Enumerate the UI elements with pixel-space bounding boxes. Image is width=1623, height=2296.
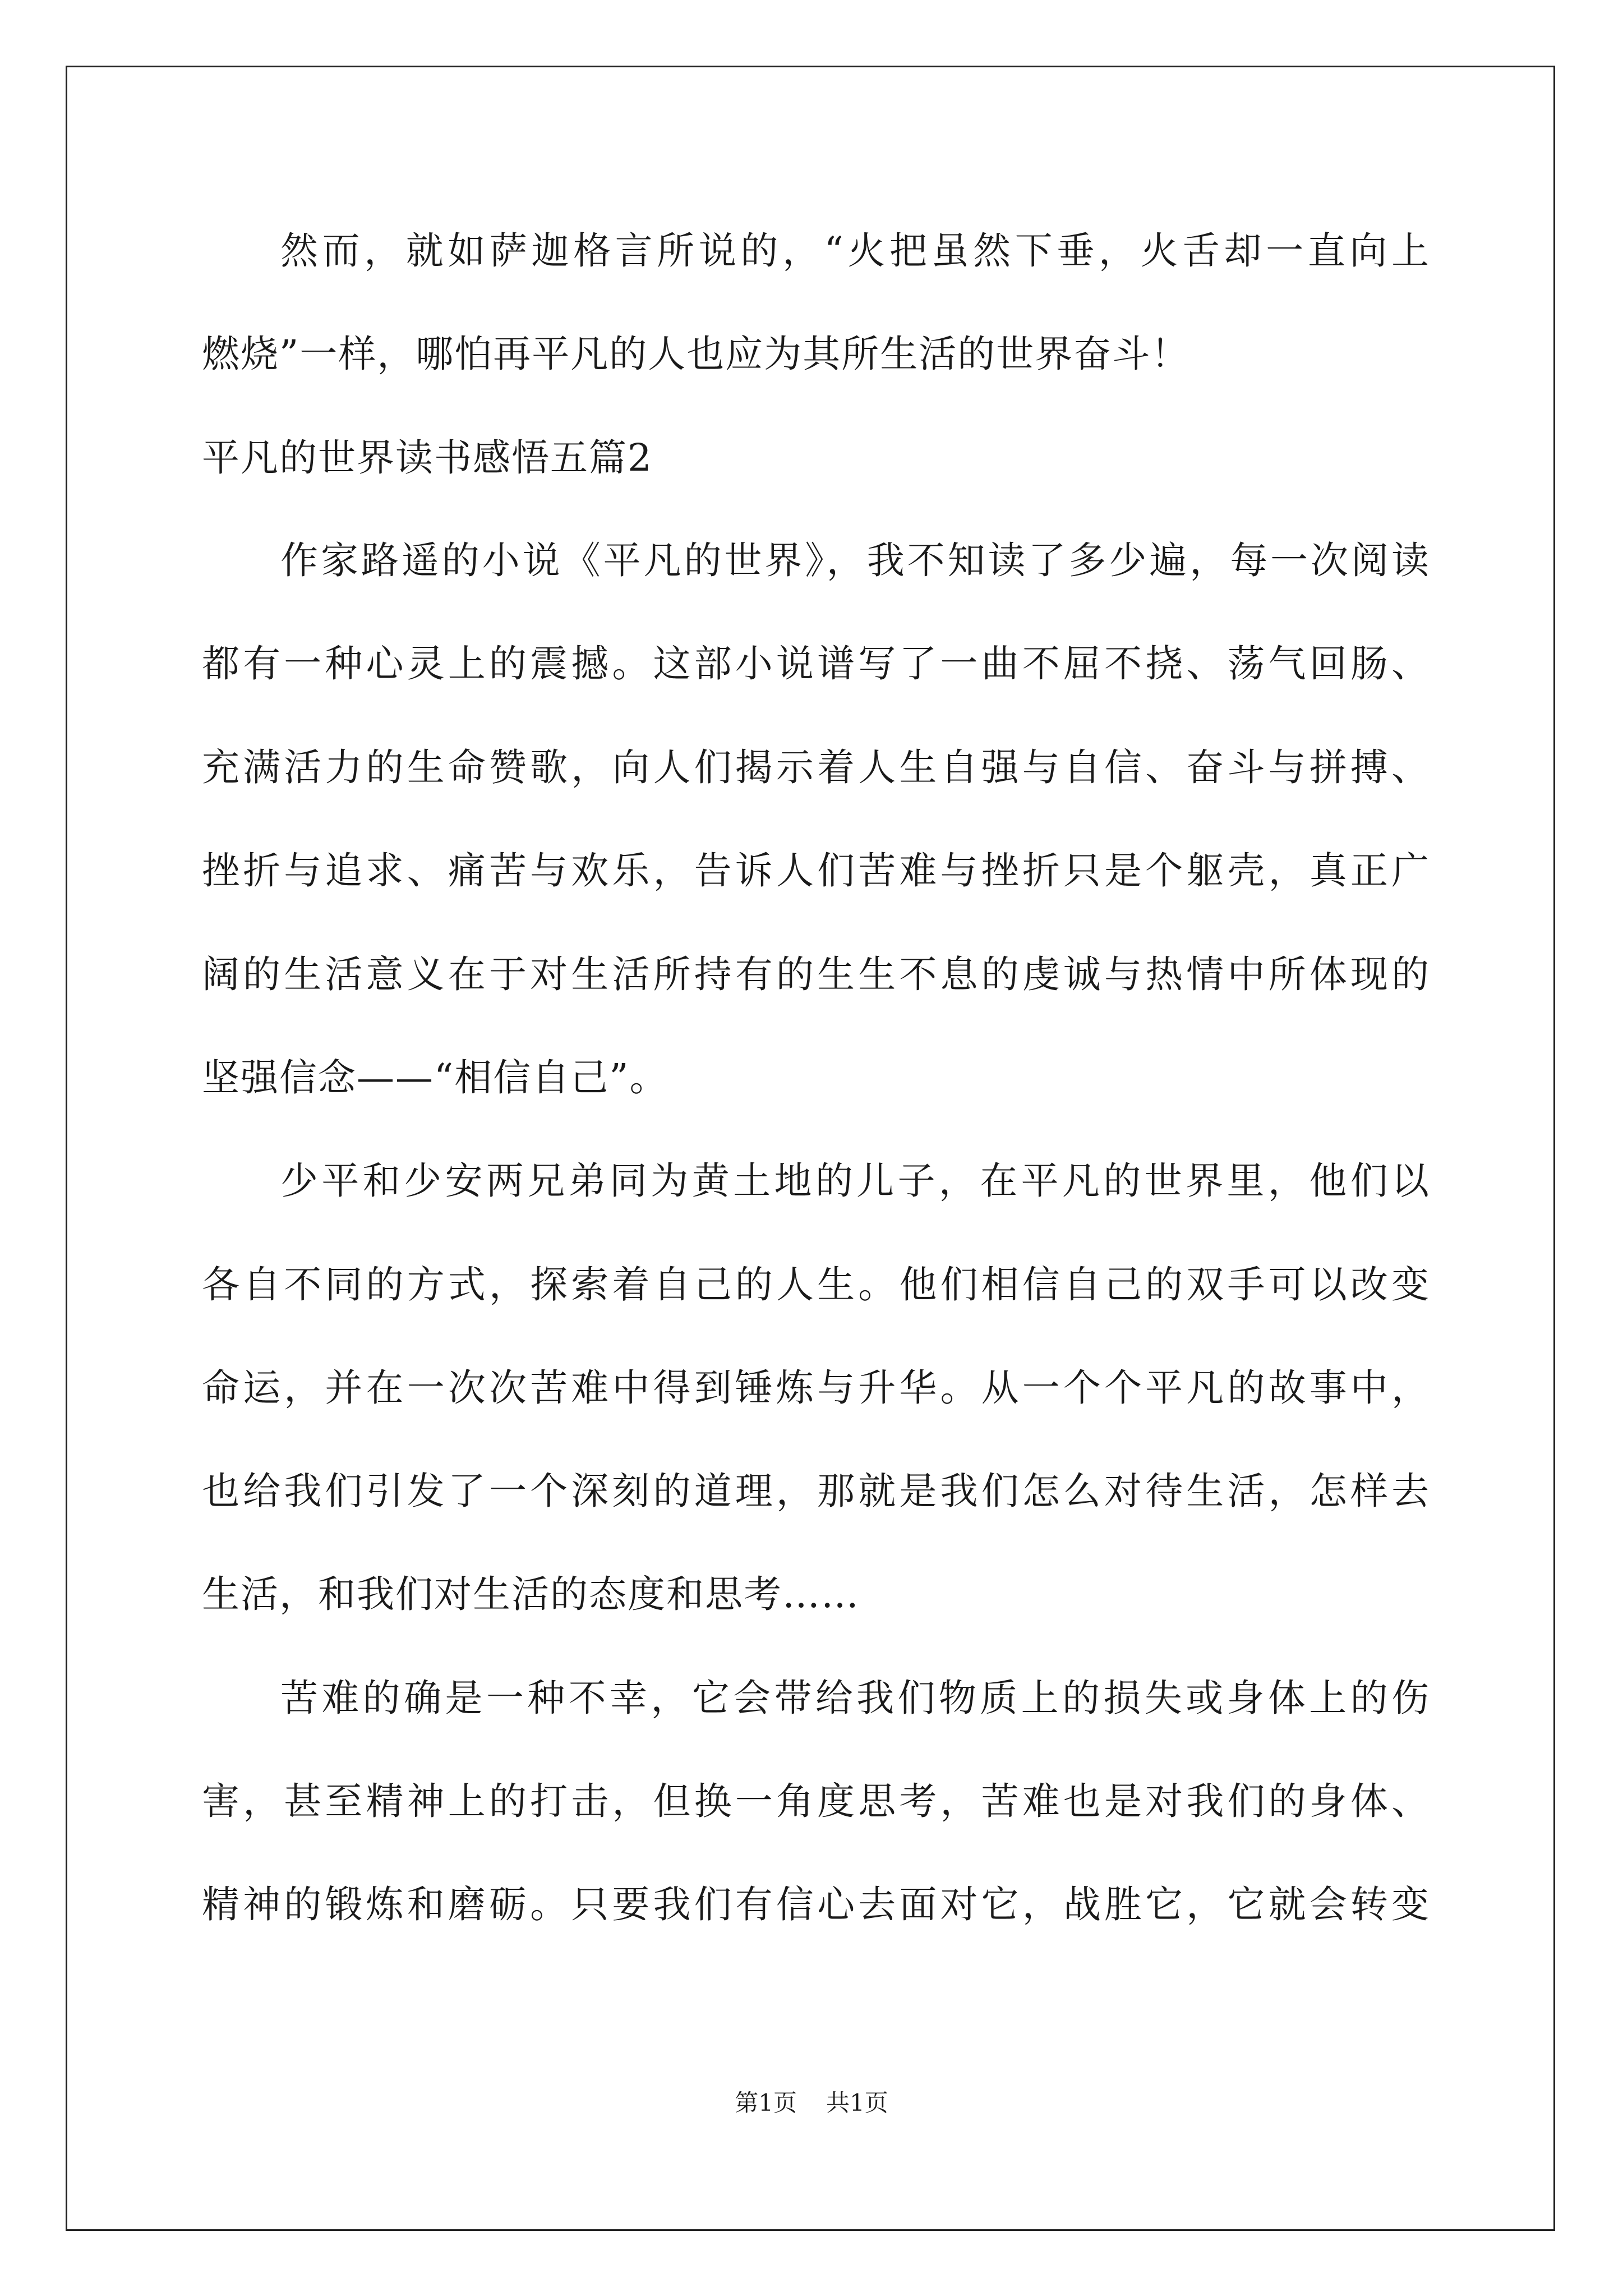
section-heading: 平凡的世界读书感悟五篇2 <box>202 436 653 480</box>
paragraph-line: 精神的锻炼和磨砺。只要我们有信心去面对它，战胜它，它就会转变 <box>202 1883 1430 1926</box>
paragraph-line: 坚强信念——“相信自己”。 <box>202 1056 668 1099</box>
paragraph-line: 都有一种心灵上的震撼。这部小说谱写了一曲不屈不挠、荡气回肠、 <box>202 642 1430 685</box>
page-footer <box>0 2091 1623 2115</box>
paragraph-line: 命运，并在一次次苦难中得到锤炼与升华。从一个个平凡的故事中， <box>202 1366 1430 1410</box>
paragraph-line: 少平和少安两兄弟同为黄土地的儿子，在平凡的世界里，他们以 <box>280 1159 1430 1203</box>
paragraph-line: 作家路遥的小说《平凡的世界》，我不知读了多少遍，每一次阅读 <box>280 539 1430 582</box>
paragraph-line: 也给我们引发了一个深刻的道理，那就是我们怎么对待生活，怎样去 <box>202 1469 1430 1513</box>
paragraph-line: 阔的生活意义在于对生活所持有的生生不息的虔诚与热情中所体现的 <box>202 953 1430 996</box>
paragraph-line: 挫折与追求、痛苦与欢乐，告诉人们苦难与挫折只是个躯壳，真正广 <box>202 849 1430 892</box>
paragraph-line: 然而，就如萨迦格言所说的，“火把虽然下垂，火舌却一直向上 <box>280 229 1430 273</box>
paragraph-line: 充满活力的生命赞歌，向人们揭示着人生自强与自信、奋斗与拼搏、 <box>202 746 1430 789</box>
paragraph-line: 害，甚至精神上的打击，但换一角度思考，苦难也是对我们的身体、 <box>202 1779 1430 1823</box>
page-total: 共1页 <box>826 2089 888 2116</box>
page-number: 第1页 <box>735 2089 797 2116</box>
paragraph-line: 苦难的确是一种不幸，它会带给我们物质上的损失或身体上的伤 <box>280 1676 1430 1720</box>
paragraph-line: 各自不同的方式，探索着自己的人生。他们相信自己的双手可以改变 <box>202 1263 1430 1306</box>
paragraph-line: 生活，和我们对生活的态度和思考…… <box>202 1572 860 1616</box>
paragraph-line: 燃烧”一样，哪怕再平凡的人也应为其所生活的世界奋斗！ <box>202 332 1190 376</box>
